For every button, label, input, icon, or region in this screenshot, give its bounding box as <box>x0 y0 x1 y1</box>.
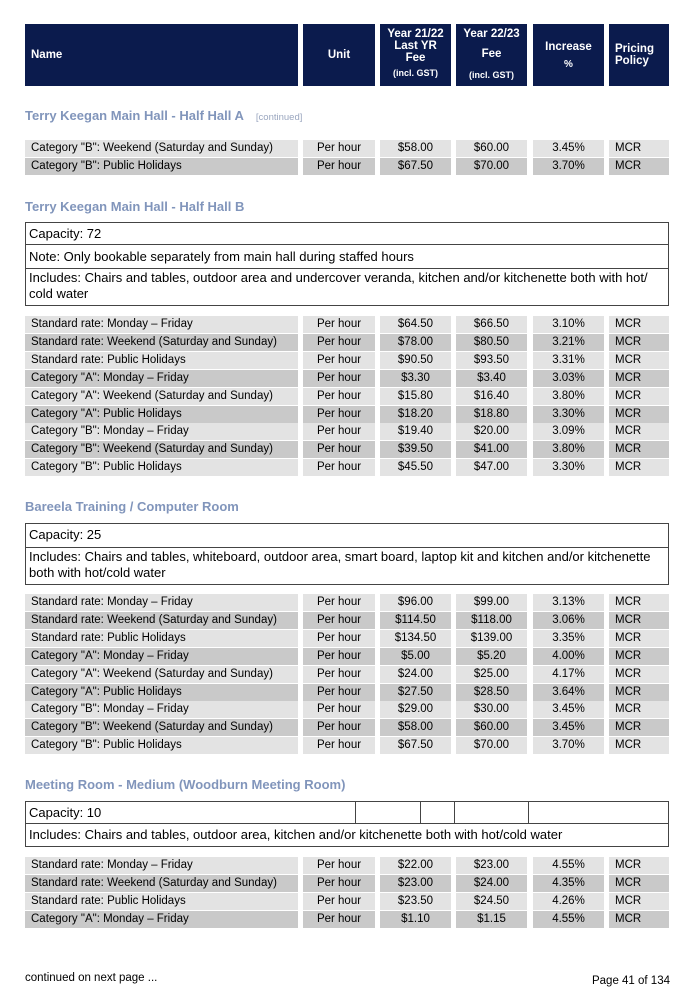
row-pricing-policy-cell: MCR <box>609 406 669 423</box>
row-name-cell: Category "B": Weekend (Saturday and Sunday) <box>25 441 298 458</box>
row-increase-cell: 3.10% <box>533 316 604 333</box>
row-last-year-fee-cell: $78.00 <box>380 334 451 351</box>
row-pricing-policy-cell: MCR <box>609 459 669 476</box>
section-title <box>25 108 302 123</box>
row-unit-cell: Per hour <box>303 684 375 701</box>
row-pricing-policy-cell: MCR <box>609 737 669 754</box>
section-title-text: Terry Keegan Main Hall - Half Hall A <box>25 108 244 123</box>
row-pricing-policy-cell: MCR <box>609 875 669 892</box>
table-row <box>0 911 694 929</box>
row-unit-cell: Per hour <box>303 630 375 647</box>
row-fee-cell: $20.00 <box>456 423 527 440</box>
row-fee-cell: $24.00 <box>456 875 527 892</box>
table-row <box>0 857 694 875</box>
row-last-year-fee-cell: $27.50 <box>380 684 451 701</box>
row-last-year-fee-cell: $3.30 <box>380 370 451 387</box>
row-name-cell: Standard rate: Weekend (Saturday and Sunday) <box>25 612 298 629</box>
row-pricing-policy-cell: MCR <box>609 630 669 647</box>
table-row <box>0 875 694 893</box>
header-last-gst-label: (incl. GST) <box>393 68 438 78</box>
section-title-text: Meeting Room - Medium (Woodburn Meeting Room) <box>25 777 346 792</box>
row-increase-cell: 3.45% <box>533 719 604 736</box>
row-last-year-fee-cell: $24.00 <box>380 666 451 683</box>
table-row <box>0 158 694 176</box>
row-increase-cell: 3.30% <box>533 406 604 423</box>
includes-line: Includes: Chairs and tables, outdoor area and undercover veranda, kitchen and/or kitchenette both with hot/ cold water <box>29 270 648 301</box>
row-pricing-policy-cell: MCR <box>609 441 669 458</box>
row-unit-cell: Per hour <box>303 441 375 458</box>
continued-note: continued on next page ... <box>25 972 158 984</box>
row-increase-cell: 3.70% <box>533 158 604 175</box>
table-row <box>0 388 694 406</box>
row-last-year-fee-cell: $67.50 <box>380 158 451 175</box>
row-last-year-fee-cell: $23.50 <box>380 893 451 910</box>
includes-line: Includes: Chairs and tables, whiteboard, outdoor area, smart board, laptop kit and kitchen and/or kitchenette both with hot/cold water <box>29 549 651 580</box>
row-increase-cell: 4.26% <box>533 893 604 910</box>
header-unit <box>303 24 375 86</box>
row-last-year-fee-cell: $45.50 <box>380 459 451 476</box>
table-row <box>0 648 694 666</box>
row-pricing-policy-cell: MCR <box>609 911 669 928</box>
row-fee-cell: $118.00 <box>456 612 527 629</box>
row-unit-cell: Per hour <box>303 648 375 665</box>
row-name-cell: Standard rate: Monday – Friday <box>25 316 298 333</box>
row-unit-cell: Per hour <box>303 406 375 423</box>
table-row <box>0 334 694 352</box>
row-fee-cell: $99.00 <box>456 594 527 611</box>
row-pricing-policy-cell: MCR <box>609 334 669 351</box>
section-title <box>25 777 345 792</box>
row-last-year-fee-cell: $58.00 <box>380 140 451 157</box>
row-name-cell: Standard rate: Monday – Friday <box>25 857 298 874</box>
row-increase-cell: 4.55% <box>533 857 604 874</box>
row-name-cell: Standard rate: Weekend (Saturday and Sunday) <box>25 875 298 892</box>
row-name-cell: Category "A": Public Holidays <box>25 406 298 423</box>
row-increase-cell: 3.09% <box>533 423 604 440</box>
row-last-year-fee-cell: $5.00 <box>380 648 451 665</box>
row-unit-cell: Per hour <box>303 594 375 611</box>
row-last-year-fee-cell: $39.50 <box>380 441 451 458</box>
row-pricing-policy-cell: MCR <box>609 388 669 405</box>
table-row <box>0 737 694 755</box>
row-pricing-policy-cell: MCR <box>609 352 669 369</box>
row-last-year-fee-cell: $1.10 <box>380 911 451 928</box>
header-fee-gst-label: (incl. GST) <box>469 70 514 80</box>
row-increase-cell: 3.45% <box>533 140 604 157</box>
row-increase-cell: 3.30% <box>533 459 604 476</box>
row-name-cell: Standard rate: Public Holidays <box>25 893 298 910</box>
table-row <box>0 893 694 911</box>
row-last-year-fee-cell: $18.20 <box>380 406 451 423</box>
row-last-year-fee-cell: $19.40 <box>380 423 451 440</box>
header-fee <box>456 24 527 86</box>
row-unit-cell: Per hour <box>303 911 375 928</box>
row-name-cell: Standard rate: Monday – Friday <box>25 594 298 611</box>
row-increase-cell: 3.64% <box>533 684 604 701</box>
row-fee-cell: $3.40 <box>456 370 527 387</box>
row-last-year-fee-cell: $67.50 <box>380 737 451 754</box>
row-unit-cell: Per hour <box>303 352 375 369</box>
row-unit-cell: Per hour <box>303 666 375 683</box>
row-increase-cell: 3.45% <box>533 701 604 718</box>
header-name-label: Name <box>31 49 63 61</box>
capacity-line <box>26 802 668 824</box>
header-last-year-fee <box>380 24 451 86</box>
row-last-year-fee-cell: $90.50 <box>380 352 451 369</box>
row-name-cell: Category "B": Weekend (Saturday and Sunday) <box>25 140 298 157</box>
capacity-line: Capacity: 25 <box>26 524 668 548</box>
row-pricing-policy-cell: MCR <box>609 316 669 333</box>
row-last-year-fee-cell: $58.00 <box>380 719 451 736</box>
section-title <box>25 499 239 514</box>
row-last-year-fee-cell: $64.50 <box>380 316 451 333</box>
row-last-year-fee-cell: $114.50 <box>380 612 451 629</box>
table-row <box>0 352 694 370</box>
row-pricing-policy-cell: MCR <box>609 684 669 701</box>
row-fee-cell: $70.00 <box>456 158 527 175</box>
row-unit-cell: Per hour <box>303 158 375 175</box>
table-row <box>0 441 694 459</box>
row-unit-cell: Per hour <box>303 388 375 405</box>
row-last-year-fee-cell: $15.80 <box>380 388 451 405</box>
table-row <box>0 684 694 702</box>
row-unit-cell: Per hour <box>303 893 375 910</box>
grid-divider <box>528 802 529 823</box>
section-title-text: Bareela Training / Computer Room <box>25 499 239 514</box>
row-fee-cell: $5.20 <box>456 648 527 665</box>
table-row <box>0 406 694 424</box>
row-name-cell: Category "A": Weekend (Saturday and Sunday) <box>25 388 298 405</box>
row-unit-cell: Per hour <box>303 459 375 476</box>
row-last-year-fee-cell: $23.00 <box>380 875 451 892</box>
row-pricing-policy-cell: MCR <box>609 370 669 387</box>
row-fee-cell: $41.00 <box>456 441 527 458</box>
row-increase-cell: 4.55% <box>533 911 604 928</box>
row-fee-cell: $1.15 <box>456 911 527 928</box>
row-last-year-fee-cell: $22.00 <box>380 857 451 874</box>
row-unit-cell: Per hour <box>303 857 375 874</box>
table-row <box>0 701 694 719</box>
row-pricing-policy-cell: MCR <box>609 857 669 874</box>
row-unit-cell: Per hour <box>303 334 375 351</box>
row-fee-cell: $70.00 <box>456 737 527 754</box>
header-increase-unit: % <box>564 58 573 70</box>
table-row <box>0 370 694 388</box>
row-unit-cell: Per hour <box>303 316 375 333</box>
row-name-cell: Category "A": Public Holidays <box>25 684 298 701</box>
continued-label: [continued] <box>255 112 303 123</box>
row-increase-cell: 3.70% <box>533 737 604 754</box>
grid-divider <box>454 802 455 823</box>
grid-divider <box>355 802 356 823</box>
table-row <box>0 423 694 441</box>
row-name-cell: Category "B": Public Holidays <box>25 158 298 175</box>
row-name-cell: Category "A": Monday – Friday <box>25 370 298 387</box>
row-fee-cell: $66.50 <box>456 316 527 333</box>
row-pricing-policy-cell: MCR <box>609 158 669 175</box>
row-fee-cell: $47.00 <box>456 459 527 476</box>
row-unit-cell: Per hour <box>303 612 375 629</box>
capacity-line: Capacity: 72 <box>26 223 668 245</box>
row-name-cell: Standard rate: Public Holidays <box>25 352 298 369</box>
table-row <box>0 316 694 334</box>
includes-line: Includes: Chairs and tables, outdoor area, kitchen and/or kitchenette both with hot/cold water <box>29 827 563 842</box>
section-info-box <box>25 523 669 585</box>
row-increase-cell: 3.13% <box>533 594 604 611</box>
note-line: Note: Only bookable separately from main hall during staffed hours <box>26 245 668 269</box>
header-fee-label: Fee <box>481 48 502 60</box>
row-name-cell: Standard rate: Weekend (Saturday and Sunday) <box>25 334 298 351</box>
row-pricing-policy-cell: MCR <box>609 719 669 736</box>
row-pricing-policy-cell: MCR <box>609 612 669 629</box>
row-unit-cell: Per hour <box>303 719 375 736</box>
row-pricing-policy-cell: MCR <box>609 666 669 683</box>
row-increase-cell: 4.35% <box>533 875 604 892</box>
row-name-cell: Category "B": Monday – Friday <box>25 701 298 718</box>
header-last-fee-label: Fee <box>405 52 426 64</box>
table-row <box>0 630 694 648</box>
section-info-box <box>25 801 669 847</box>
row-pricing-policy-cell: MCR <box>609 594 669 611</box>
row-name-cell: Category "A": Monday – Friday <box>25 648 298 665</box>
row-fee-cell: $25.00 <box>456 666 527 683</box>
row-last-year-fee-cell: $134.50 <box>380 630 451 647</box>
row-pricing-policy-cell: MCR <box>609 701 669 718</box>
row-name-cell: Category "B": Public Holidays <box>25 737 298 754</box>
row-increase-cell: 3.06% <box>533 612 604 629</box>
row-pricing-policy-cell: MCR <box>609 140 669 157</box>
row-increase-cell: 3.80% <box>533 388 604 405</box>
row-fee-cell: $93.50 <box>456 352 527 369</box>
header-increase <box>533 24 604 86</box>
grid-divider <box>420 802 421 823</box>
row-pricing-policy-cell: MCR <box>609 423 669 440</box>
row-fee-cell: $23.00 <box>456 857 527 874</box>
header-last-yr-label: Last YR <box>394 40 437 52</box>
header-fee-year-label: Year 22/23 <box>463 28 520 40</box>
row-increase-cell: 3.80% <box>533 441 604 458</box>
row-name-cell: Category "A": Monday – Friday <box>25 911 298 928</box>
row-unit-cell: Per hour <box>303 875 375 892</box>
page-number: Page 41 of 134 <box>591 975 670 987</box>
row-unit-cell: Per hour <box>303 737 375 754</box>
row-last-year-fee-cell: $29.00 <box>380 701 451 718</box>
header-unit-label: Unit <box>327 49 351 61</box>
table-row <box>0 719 694 737</box>
row-last-year-fee-cell: $96.00 <box>380 594 451 611</box>
row-name-cell: Category "B": Public Holidays <box>25 459 298 476</box>
table-row <box>0 612 694 630</box>
table-row <box>0 459 694 477</box>
row-name-cell: Category "B": Monday – Friday <box>25 423 298 440</box>
row-unit-cell: Per hour <box>303 370 375 387</box>
table-row <box>0 140 694 158</box>
row-fee-cell: $28.50 <box>456 684 527 701</box>
row-increase-cell: 4.17% <box>533 666 604 683</box>
row-fee-cell: $60.00 <box>456 719 527 736</box>
capacity-text: Capacity: 10 <box>29 805 102 820</box>
row-increase-cell: 4.00% <box>533 648 604 665</box>
row-name-cell: Standard rate: Public Holidays <box>25 630 298 647</box>
row-increase-cell: 3.21% <box>533 334 604 351</box>
table-header <box>0 24 694 86</box>
row-fee-cell: $139.00 <box>456 630 527 647</box>
section-title-text: Terry Keegan Main Hall - Half Hall B <box>25 199 245 214</box>
section-info-box <box>25 222 669 306</box>
header-policy-label: Policy <box>615 55 649 67</box>
row-fee-cell: $60.00 <box>456 140 527 157</box>
row-unit-cell: Per hour <box>303 140 375 157</box>
header-pricing-policy <box>609 24 669 86</box>
row-unit-cell: Per hour <box>303 701 375 718</box>
header-last-year-label: Year 21/22 <box>387 28 444 40</box>
row-pricing-policy-cell: MCR <box>609 893 669 910</box>
row-fee-cell: $30.00 <box>456 701 527 718</box>
header-name <box>25 24 298 86</box>
row-increase-cell: 3.35% <box>533 630 604 647</box>
row-increase-cell: 3.03% <box>533 370 604 387</box>
row-name-cell: Category "A": Weekend (Saturday and Sunday) <box>25 666 298 683</box>
row-fee-cell: $80.50 <box>456 334 527 351</box>
table-row <box>0 666 694 684</box>
section-title <box>25 199 244 214</box>
row-fee-cell: $16.40 <box>456 388 527 405</box>
row-unit-cell: Per hour <box>303 423 375 440</box>
row-pricing-policy-cell: MCR <box>609 648 669 665</box>
row-fee-cell: $24.50 <box>456 893 527 910</box>
row-fee-cell: $18.80 <box>456 406 527 423</box>
table-row <box>0 594 694 612</box>
row-name-cell: Category "B": Weekend (Saturday and Sunday) <box>25 719 298 736</box>
row-increase-cell: 3.31% <box>533 352 604 369</box>
header-pricing-label: Pricing <box>615 43 654 55</box>
header-increase-label: Increase <box>545 40 592 53</box>
